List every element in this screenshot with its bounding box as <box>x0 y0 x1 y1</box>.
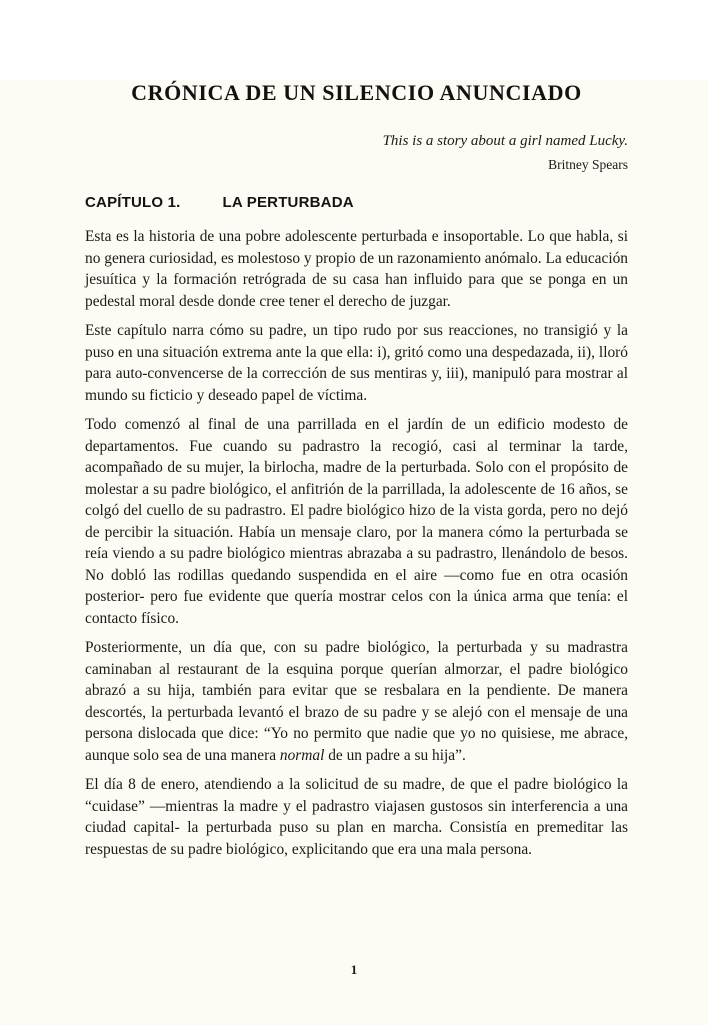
epigraph-attribution: Britney Spears <box>548 157 628 172</box>
chapter-number: CAPÍTULO 1. <box>85 194 181 211</box>
chapter-title: LA PERTURBADA <box>222 194 354 211</box>
document-title: CRÓNICA DE UN SILENCIO ANUNCIADO <box>131 80 582 105</box>
paragraph-segment: Este capítulo narra cómo su padre, un tipo rudo por sus reacciones, no transigió y la puso en una situación extrema ante la que ella: i), gritó como una despedazada, ii), lloró para auto-convencerse de la corrección de sus mentiras y, iii), manipuló para mostrar al mundo su ficticio y deseado papel de víctima. <box>85 322 628 404</box>
paragraph-segment: Esta es la historia de una pobre adolescente perturbada e insoportable. Lo que habla, si no genera curiosidad, es molestoso y propio de un razonamiento anómalo. La educación jesuítica y la formación retrógrada de su casa han influido para que se ponga en un pedestal moral desde donde cree tener el derecho de juzgar. <box>85 228 628 310</box>
paragraph <box>85 414 628 629</box>
paragraph-italic-segment: normal <box>279 746 325 764</box>
page-number: 1 <box>350 962 358 977</box>
paragraph <box>85 637 628 766</box>
paragraph-segment: Todo comenzó al final de una parrillada en el jardín de un edificio modesto de departamentos. Fue cuando su padrastro la recogió, casi al terminar la tarde, acompañado de su mujer, la birlocha, madre de la perturbada. Solo con el propósito de molestar a su padre biológico, el anfitrión de la parrillada, la adolescente de 16 años, se colgó del cuello de su padrastro. El padre biológico hizo de la vista gorda, pero no dejó de percibir la situación. Había un mensaje claro, por la manera cómo la perturbada se reía viendo a su padre biológico mientras abrazaba a su padrastro, llenándolo de besos. No dobló las rodillas quedando suspendida en el aire —como fue en otra ocasión posterior- pero fue evidente que quería mostrar celos con la única arma que tenía: el contacto físico. <box>85 416 628 627</box>
epigraph-quote: This is a story about a girl named Lucky. <box>382 133 628 149</box>
paragraph-segment: El día 8 de enero, atendiendo a la solicitud de su madre, de que el padre biológico la “cuidase” —mientras la madre y el padrastro viajasen gustosos sin interferencia a una ciudad capital- la perturbada puso su plan en marcha. Consistía en premeditar las respuestas de su padre biológico, explicitando que era una mala persona. <box>85 776 628 858</box>
paragraph <box>85 226 628 312</box>
paragraph-segment: Posteriormente, un día que, con su padre biológico, la perturbada y su madrastra caminaban al restaurant de la esquina porque querían almorzar, el padre biológico abrazó a su hija, también para evitar que se resbalara en la pendiente. De manera descortés, la perturbada levantó el brazo de su padre y se alejó con el mensaje de una persona dislocada que dice: “Yo no permito que nadie que yo no quisiese, me abrace, aunque solo sea de una manera <box>85 639 628 764</box>
document-body <box>85 226 628 860</box>
paragraph-segment: de un padre a su hija”. <box>324 746 466 764</box>
epigraph <box>85 132 628 173</box>
paragraph <box>85 320 628 406</box>
document-page <box>0 80 708 1025</box>
chapter-heading <box>85 194 628 211</box>
paragraph <box>85 774 628 860</box>
